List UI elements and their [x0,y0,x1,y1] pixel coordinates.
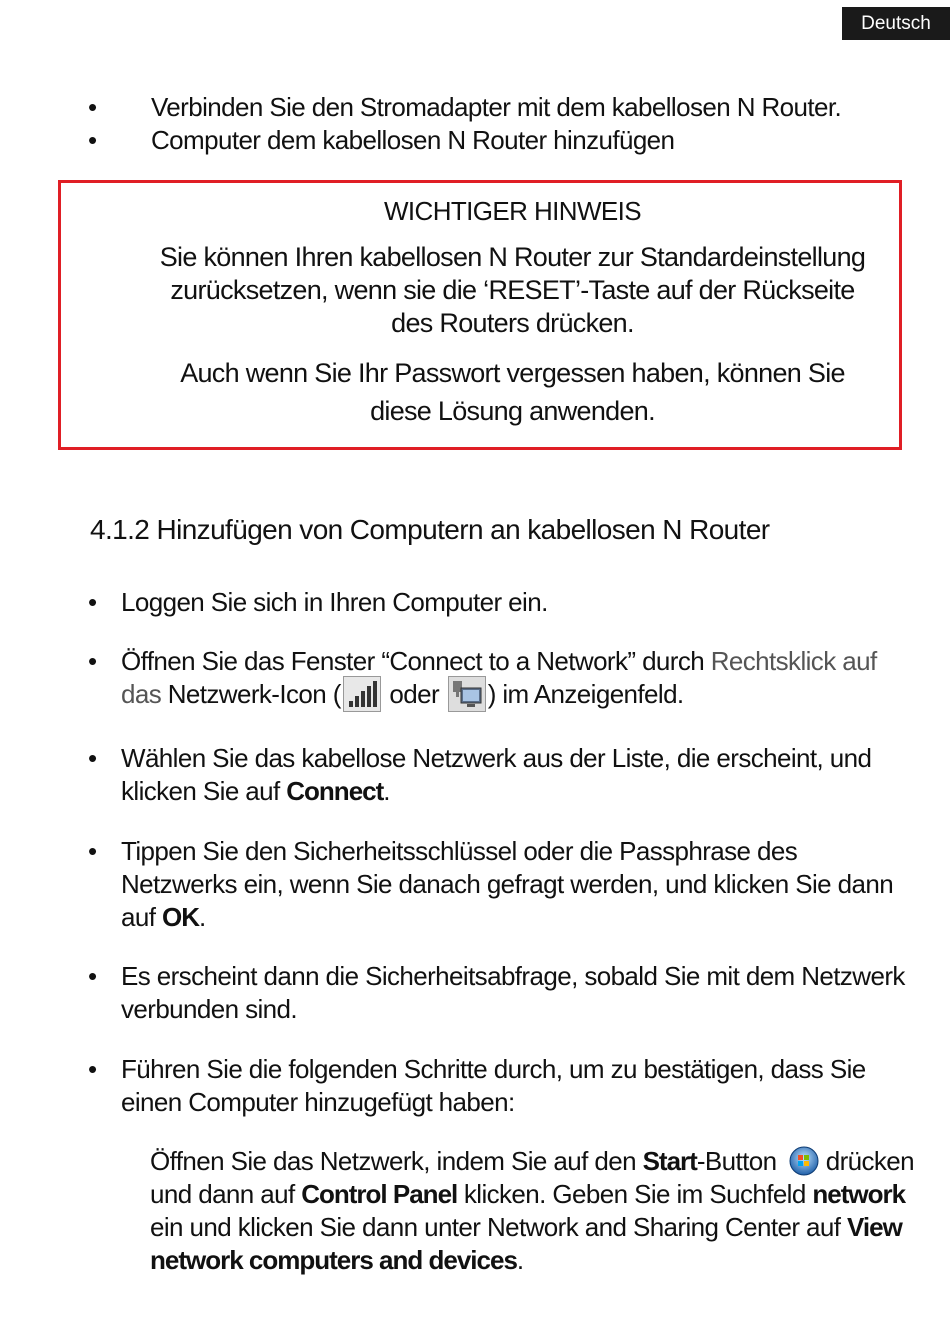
network-keyword: network [812,1179,906,1209]
step-select-network [88,742,908,808]
step-text: Tippen Sie den Sicherheitsschlüssel oder die Passphrase des Netzwerks ein, wenn Sie danach gefragt werden, und klicken Sie dann auf [121,836,894,932]
section-heading: 4.1.2 Hinzufügen von Computern an kabellosen N Router [90,514,770,545]
step-list [88,1053,908,1119]
step-confirm: • Führen Sie die folgenden Schritte durch, um zu bestätigen, dass Sie einen Computer hinzugefügt haben: [88,1053,908,1119]
step-enter-key [88,835,908,934]
control-panel-label: Control Panel [301,1179,458,1209]
step-list [88,586,908,619]
step-text: Netzwerk-Icon ( [161,679,341,709]
step-text: . [198,902,206,932]
notice-body-password: Auch wenn Sie Ihr Passwort vergessen haben, können Sie diese Lösung anwenden. [180,358,845,426]
step-text: oder [382,679,446,709]
step-text: . [383,776,390,806]
step-text: Öffnen Sie das Fenster “Connect to a Network” durch [121,646,711,676]
sub-text: -Button [696,1146,784,1176]
step-list [88,960,908,1026]
sub-text: Öffnen Sie das Netzwerk, indem Sie auf den [150,1146,643,1176]
right-click-hint: Rechtsklick auf das [121,646,877,709]
step-text: ) im Anzeigenfeld. [487,679,684,709]
confirm-instructions [150,1145,920,1277]
step-login: • Loggen Sie sich in Ihren Computer ein. [88,586,908,619]
ok-label: OK [161,902,199,932]
notice-body-reset: Sie können Ihren kabellosen N Router zur Standardeinstellung zurücksetzen, wenn sie die ‘RESET’-Taste auf der Rückseite des Routers drücken. [159,242,866,338]
language-tab: Deutsch [842,7,950,40]
wired-network-icon [448,676,486,712]
wireless-signal-icon [343,676,381,712]
step-open-connect-window [88,645,908,712]
windows-start-icon [789,1146,819,1176]
sub-text: klicken. Geben Sie im Suchfeld [457,1179,813,1209]
sub-text: . [516,1245,524,1275]
step-list [88,645,908,712]
start-label: Start [642,1146,697,1176]
intro-bullet-list [88,91,908,157]
sub-text: drücken und dann auf [150,1146,915,1209]
notice-title: WICHTIGER HINWEIS [383,196,641,226]
connect-label: Connect [286,776,384,806]
intro-bullet: • Verbinden Sie den Stromadapter mit dem kabellosen N Router. [88,91,908,124]
step-list [88,835,908,934]
view-network-computers-label: View network computers and devices [150,1212,902,1275]
sub-text: ein und klicken Sie dann unter Network and Sharing Center auf [150,1212,848,1242]
step-text: Wählen Sie das kabellose Netzwerk aus der Liste, die erscheint, und klicken Sie auf [121,743,872,806]
intro-bullet: • Computer dem kabellosen N Router hinzufügen [88,124,908,157]
step-security-prompt: • Es erscheint dann die Sicherheitsabfrage, sobald Sie mit dem Netzwerk verbunden sind. [88,960,908,1026]
step-list [88,742,908,808]
